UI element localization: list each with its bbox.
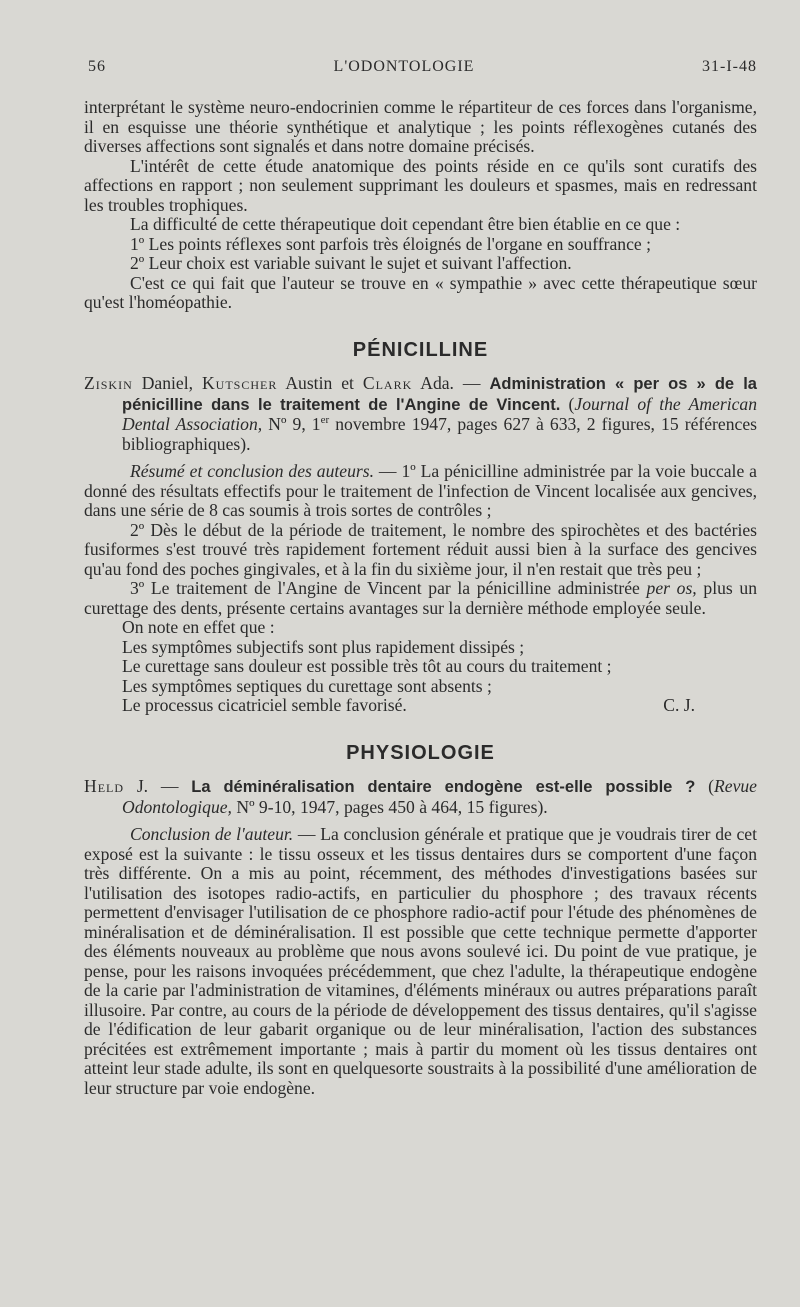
author-firstname: Austin et [285,373,354,393]
penicilline-summary-point-1 [84,462,757,521]
conclusion-label: Conclusion de l'auteur. [130,824,294,844]
penicilline-summary-point-2: 2º Dès le début de la période de traitement, le nombre des spirochètes et des bactéries fusiformes s'est trouvé très rapidement fortement réduit aussi bien à la surface des gencives qu'au fond des poches gingivales, et à la fin du sixième jour, il n'en restait que très peu ; [84,519,757,579]
point3-text-a: 3º Le traitement de l'Angine de Vincent par la pénicilline administrée [130,578,640,598]
reference-superscript: er [320,414,330,427]
author-name: Kutscher [201,373,278,393]
signature: C. J. [663,695,695,715]
note-line: Les symptômes subjectifs sont plus rapidement dissipés ; [122,636,525,657]
article-title: Administration « per os » de la pénicilline dans le traitement de l'Angine de Vincent. [122,375,757,414]
penicilline-summary-point-3 [84,579,757,618]
section-title-physiologie: PHYSIOLOGIE [346,741,495,764]
summary-text: — 1º La pénicilline administrée par la voie buccale a donné des résultats effectifs pour le traitement de l'infection de Vincent localisée aux gencives, dans une série de 8 cas soumis à trois sortes de contrôles ; [84,461,757,520]
page-body [84,98,757,1098]
author-name: Ziskin [84,373,133,393]
note-line: On note en effet que : [122,617,275,637]
page-number: 56 [88,58,106,75]
intro-point-1: 1º Les points réflexes sont parfois très éloignés de l'organe en souffrance ; [130,233,651,254]
point3-italic: per os, [646,578,697,598]
note-line-with-signature [84,696,757,716]
reference-part-a: Nº 9, 1 [268,414,321,434]
author-name: Clark [362,373,413,393]
section-title-penicilline: PÉNICILLINE [352,338,489,361]
author-firstname: Ada. — [420,373,481,393]
reference-part-b: novembre 1947, pages 627 à 633, 2 figures, 15 références bibliographiques). [122,414,757,454]
point3-text-b: plus un curettage des dents, présente certains avantages sur la dernière méthode employée seule. [84,578,757,618]
author-firstname: Daniel, [141,373,193,393]
intro-paragraph-4: C'est ce qui fait que l'auteur se trouve en « sympathie » avec cette thérapeutique sœur qu'est l'homéopathie. [84,272,757,312]
intro-paragraph-1: interprétant le système neuro-endocrinien comme le répartiteur de ces forces dans l'organisme, il en esquisse une théorie synthétique et analytique ; les points réflexogènes cutanés des diverses affections sont signalés et dans notre domaine précisés. [84,97,757,156]
note-line: Le curettage sans douleur est possible très tôt au cours du traitement ; [122,656,612,676]
running-head [88,58,757,76]
summary-label: Résumé et conclusion des auteurs. [130,461,374,481]
conclusion-text: — La conclusion générale et pratique que je voudrais tirer de cet exposé est la suivante : le tissu osseux et les tissus dentaires durs se comportent d'une façon très différente. On a mis au point, récemment, des méthodes d'investigations basées sur l'utilisation des isotopes radio-actifs, en particulier du phosphore ; des travaux récents permettent d'envisager l'utilisation de ce phosphore radio-actif pour l'étude des phénomènes de minéralisation et de déminéralisation. Il est possible que cette technique permette d'apporter des éléments nouveaux au problème que nous avons soulevé ici. Du point de vue pratique, je pense, pour les raisons invoquées précédemment, que chez l'adulte, la thérapeutique endogène de la carie par l'administration de vitamines, d'éléments minéraux ou autres préparations paraît illusoire. Par contre, au cours de la période de développement des tissus dentaires, qu'il s'agisse de l'édification de leur gabarit organique ou de leur minéralisation, l'action des substances précitées est extrêmement importante ; mais à partir du moment où les tissus dentaires ont atteint leur stade adulte, ils sont en quelquesorte soustraits à la possibilité d'une amélioration de leur structure par voie endogène. [84,824,758,1098]
article-title: La déminéralisation dentaire endogène est-elle possible ? [191,778,696,796]
intro-point-2: 2º Leur choix est variable suivant le sujet et suivant l'affection. [130,253,572,273]
author-name: Held [84,776,125,796]
journal-title: Revue Odontologique, [122,776,757,817]
note-line: Le processus cicatriciel semble favorisé. [122,695,407,715]
journal-name: L'ODONTOLOGIE [333,58,475,75]
intro-paragraph-2: L'intérêt de cette étude anatomique des points réside en ce qu'ils sont curatifs des affections en rapport ; non seulement supprimant les douleurs et spasmes, mais en redressant les troubles trophiques. [84,155,757,215]
intro-paragraph-3: La difficulté de cette thérapeutique doit cependant être bien établie en ce que : [130,214,681,234]
physiologie-conclusion [84,825,757,1098]
journal-title: Journal of the American Dental Association, [122,393,758,434]
author-firstname: J. — [136,776,179,796]
note-line: Les symptômes septiques du curettage sont absents ; [122,675,492,696]
physiologie-citation: Held J. — La déminéralisation dentaire endogène est-elle possible ? (Revue Odontologique, Nº 9-10, 1947, pages 450 à 464, 15 figures). [84,776,757,817]
reference: Nº 9-10, 1947, pages 450 à 464, 15 figures). [236,796,548,817]
penicilline-citation: Ziskin Daniel, Kutscher Austin et Clark Ada. — Administration « per os » de la pénicilline dans le traitement de l'Angine de Vincent. (Journal of the American Dental Association, Nº 9, 1er novembre 1947, pages 627 à 633, 2 figures, 15 références bibliographiques). [84,373,758,454]
issue-date: 31-I-48 [702,58,757,75]
